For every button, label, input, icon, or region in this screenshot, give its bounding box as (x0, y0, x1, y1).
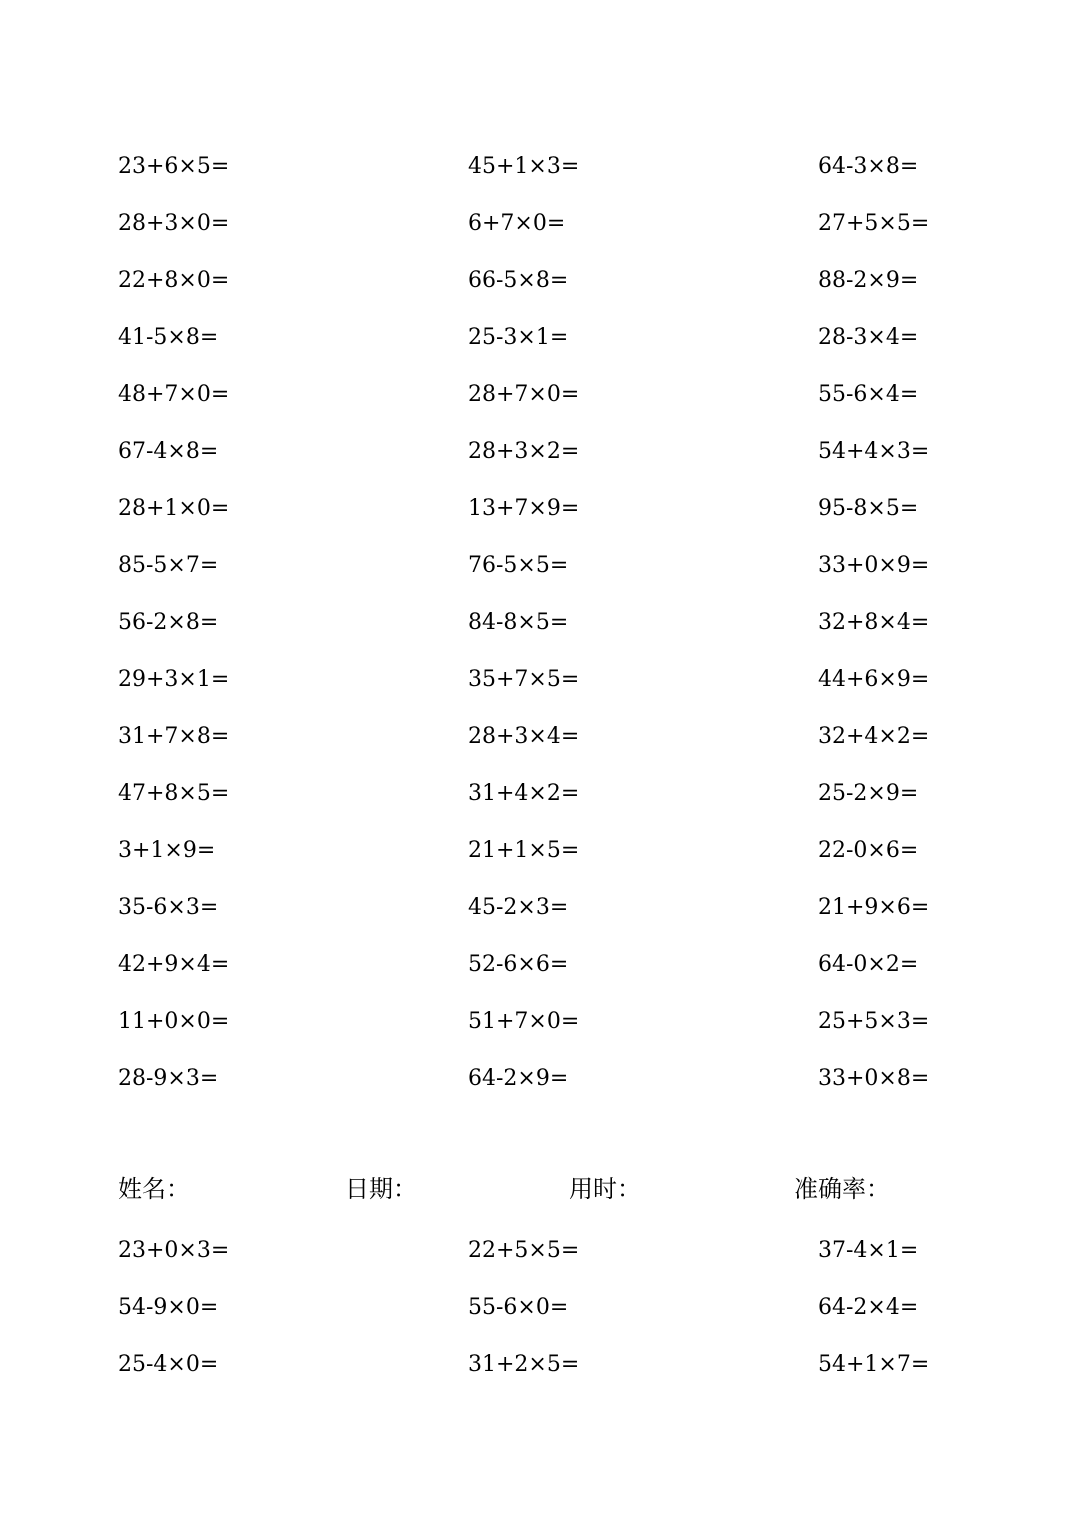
problem: 28+1×0= (118, 495, 230, 521)
problem: 64-3×8= (818, 153, 919, 179)
problem: 48+7×0= (118, 381, 230, 407)
problem: 32+4×2= (818, 723, 930, 749)
problem: 35+7×5= (468, 666, 580, 692)
problem: 28+7×0= (468, 381, 580, 407)
problem: 37-4×1= (818, 1237, 919, 1263)
problem: 29+3×1= (118, 666, 230, 692)
problem-row (118, 765, 978, 822)
problem: 3+1×9= (118, 837, 216, 863)
problem-row (118, 1222, 978, 1279)
problem: 31+7×8= (118, 723, 230, 749)
problem: 32+8×4= (818, 609, 930, 635)
problem: 45+1×3= (468, 153, 580, 179)
problem: 64-0×2= (818, 951, 919, 977)
problem: 21+1×5= (468, 837, 580, 863)
problem-grid-top (118, 138, 978, 1107)
time-used-label: 用时： (569, 1174, 641, 1203)
problem: 28+3×2= (468, 438, 580, 464)
problem: 44+6×9= (818, 666, 930, 692)
problem: 41-5×8= (118, 324, 219, 350)
problem: 67-4×8= (118, 438, 219, 464)
problem: 35-6×3= (118, 894, 219, 920)
problem: 54-9×0= (118, 1294, 219, 1320)
problem-row (118, 480, 978, 537)
problem: 76-5×5= (468, 552, 569, 578)
problem: 84-8×5= (468, 609, 569, 635)
problem: 22+8×0= (118, 267, 230, 293)
problem: 42+9×4= (118, 951, 230, 977)
problem: 22+5×5= (468, 1237, 580, 1263)
problem-row (118, 822, 978, 879)
problem-row (118, 879, 978, 936)
problem: 45-2×3= (468, 894, 569, 920)
student-info-row (118, 1164, 978, 1208)
problem: 28+3×4= (468, 723, 580, 749)
problem-row (118, 708, 978, 765)
problem-row (118, 252, 978, 309)
problem-row (118, 1050, 978, 1107)
problem: 54+4×3= (818, 438, 930, 464)
problem-row (118, 138, 978, 195)
problem: 64-2×9= (468, 1065, 569, 1091)
problem-row (118, 1336, 978, 1393)
problem: 13+7×9= (468, 495, 580, 521)
problem: 31+2×5= (468, 1351, 580, 1377)
problem: 33+0×8= (818, 1065, 930, 1091)
problem: 55-6×0= (468, 1294, 569, 1320)
problem-row (118, 594, 978, 651)
problem: 55-6×4= (818, 381, 919, 407)
accuracy-label: 准确率： (794, 1174, 890, 1203)
problem-row (118, 366, 978, 423)
problem: 21+9×6= (818, 894, 930, 920)
problem: 31+4×2= (468, 780, 580, 806)
problem: 88-2×9= (818, 267, 919, 293)
problem-grid-bottom (118, 1222, 978, 1393)
problem: 25-3×1= (468, 324, 569, 350)
problem: 25-2×9= (818, 780, 919, 806)
problem: 28+3×0= (118, 210, 230, 236)
problem-row (118, 309, 978, 366)
problem-row (118, 936, 978, 993)
problem: 28-9×3= (118, 1065, 219, 1091)
problem: 22-0×6= (818, 837, 919, 863)
problem: 56-2×8= (118, 609, 219, 635)
problem-row (118, 195, 978, 252)
name-label: 姓名： (118, 1174, 190, 1203)
problem: 54+1×7= (818, 1351, 930, 1377)
problem-row (118, 423, 978, 480)
problem: 23+6×5= (118, 153, 230, 179)
date-label: 日期： (345, 1174, 417, 1203)
problem-row (118, 651, 978, 708)
problem: 51+7×0= (468, 1008, 580, 1034)
problem: 33+0×9= (818, 552, 930, 578)
problem: 27+5×5= (818, 210, 930, 236)
problem-row (118, 537, 978, 594)
problem: 23+0×3= (118, 1237, 230, 1263)
problem: 52-6×6= (468, 951, 569, 977)
problem-row (118, 1279, 978, 1336)
problem: 64-2×4= (818, 1294, 919, 1320)
problem: 6+7×0= (468, 210, 566, 236)
problem: 47+8×5= (118, 780, 230, 806)
problem: 25-4×0= (118, 1351, 219, 1377)
problem: 25+5×3= (818, 1008, 930, 1034)
problem: 11+0×0= (118, 1008, 230, 1034)
problem-row (118, 993, 978, 1050)
problem: 28-3×4= (818, 324, 919, 350)
problem: 95-8×5= (818, 495, 919, 521)
problem: 85-5×7= (118, 552, 219, 578)
problem: 66-5×8= (468, 267, 569, 293)
